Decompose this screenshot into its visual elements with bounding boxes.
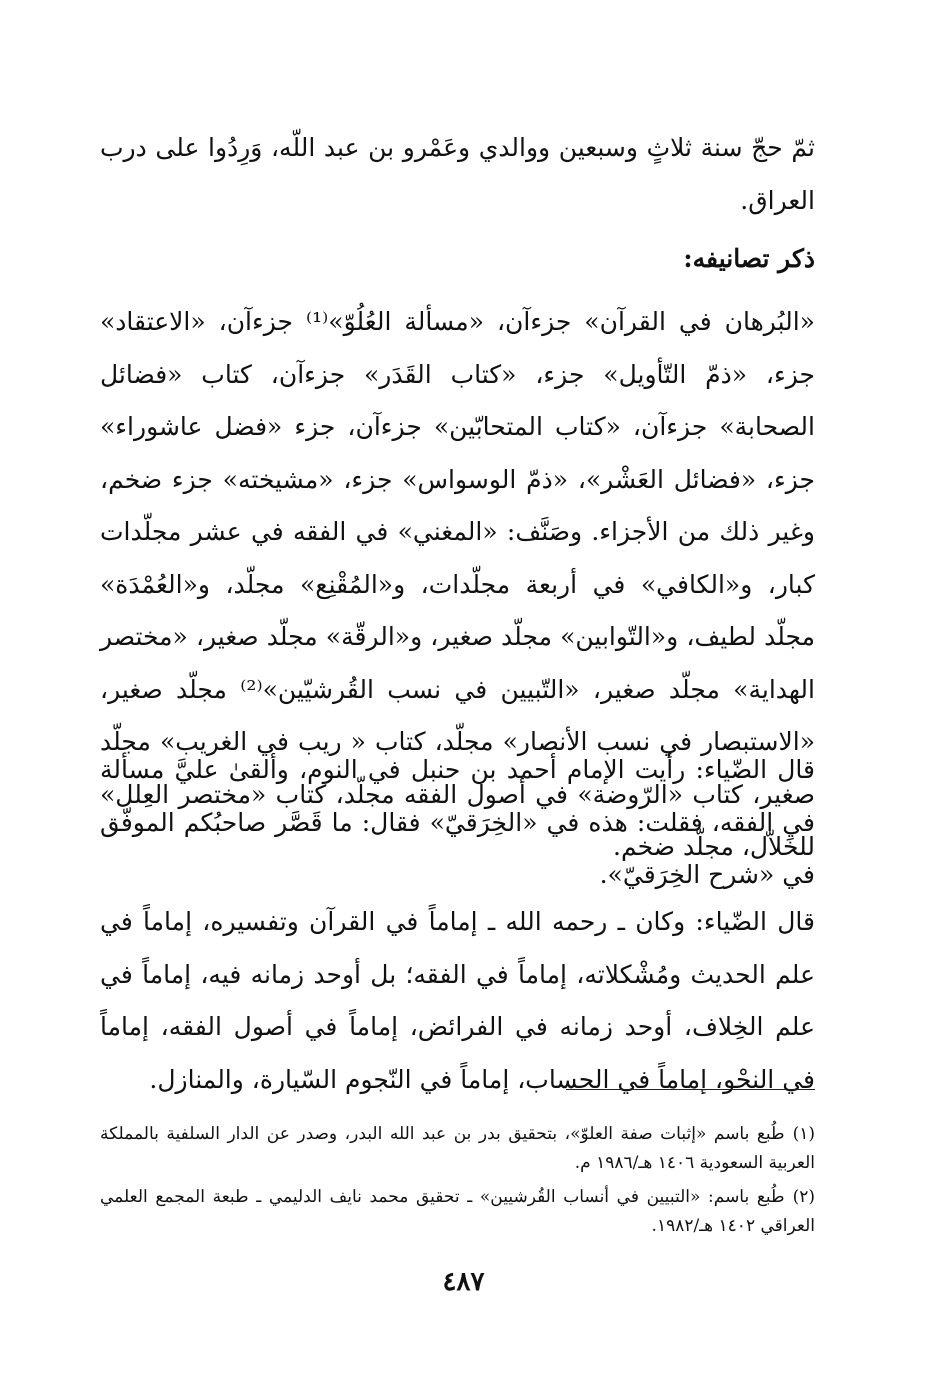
paragraph-hajj: ثمّ حجّ سنة ثلاثٍ وسبعين ووالدي وعَمْرو بن عبد اللّه، وَرِدُوا على درب العراق. <box>100 133 815 215</box>
footnote-number: (٢) <box>792 1187 815 1207</box>
section-heading: ذكر تصانيفه: <box>683 244 815 273</box>
footnote-text: طُبع باسم «إثبات صفة العلوّ»، بتحقيق بدر بن عبد الله البدر، وصدر عن الدار السلفية بالمملكة العربية السعودية ١٤٠٦ هـ/١٩٨٦ م. <box>100 1124 815 1173</box>
page-number: ٤٨٧ <box>442 1267 485 1297</box>
paragraph-praise: قال الضّياء: وكان ـ رحمه الله ـ إماماً في القرآن وتفسيره، إماماً في علم الحديث ومُشْكلاته، إماماً في الفقه؛ بل أوحد زمانه فيه، إماماً في علم الخِلاف، أوحد زمانه في الفرائض، إماماً في أصول الفقه، إماماً في النحْو، إماماً في الحساب، إماماً في النّجوم السّيارة، والمنازل. <box>100 907 815 1094</box>
paragraph-works-list: «البُرهان في القرآن» جزءآن، «مسألة العُلُوّ»⁽¹⁾ جزءآن، «الاعتقاد» جزء، «ذمّ التّأويل» جزء، «كتاب القَدَر» جزءآن، كتاب «فضائل الصحابة» جزءآن، «كتاب المتحابّين» جزءآن، جزء «فضل عاشوراء» جزء، «فضائل العَشْر»، «ذمّ الوسواس» جزء، «مشيخته» جزء ضخم، وغير ذلك من الأجزاء. وصَنَّف: «المغني» في الفقه في عشر مجلّدات كبار، و«الكافي» في أربعة مجلّدات، و«المُقْنِع» مجلّد، و«العُمْدَة» مجلّد لطيف، و«التّوابين» مجلّد صغير، و«الرقّة» مجلّد صغير، «مختصر الهداية» مجلّد صغير، «التّبيين في نسب القُرشيّين»⁽²⁾ مجلّد صغير، «الاستبصار في نسب الأنصار» مجلّد، كتاب « ريب في الغريب» مجلّد صغير، كتاب «الرّوضة» في أصول الفقه مجلّد، كتاب «مختصر العِلل» للخَلاّل، مجلّد ضخم. <box>100 307 815 861</box>
paragraph-dream: قال الضّياء: رأيت الإمام أحمد بن حنبل في النوم، وألقىٰ عليَّ مسألة في الفقه، فقلت: هذه في «الخِرَقيّ» فقال: ما قَصَّر صاحبُكم الموفّق في «شرح الخِرَقيّ». <box>100 755 815 889</box>
footnote-number: (١) <box>792 1124 815 1144</box>
footnote-2 <box>100 1183 815 1241</box>
footnote-text: طُبع باسم: «التبيين في أنساب القُرشيين» ـ تحقيق محمد نايف الدليمي ـ طبعة المجمع العلمي العراقي ١٤٠٢ هـ/١٩٨٢. <box>100 1187 815 1236</box>
footnote-1 <box>100 1120 815 1178</box>
footnote-divider <box>566 1089 815 1090</box>
